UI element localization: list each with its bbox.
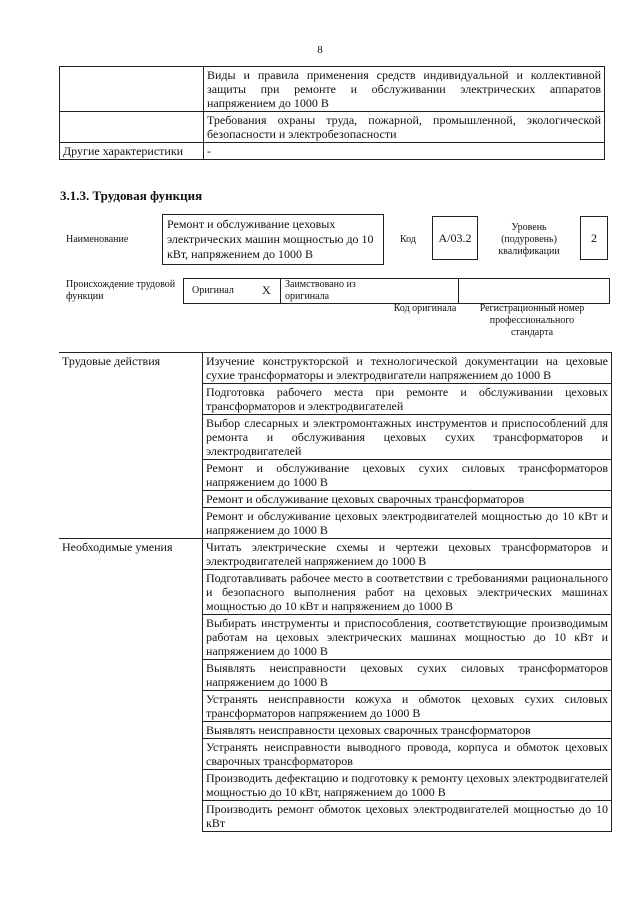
table-row bbox=[59, 539, 612, 570]
list-item: Ремонт и обслуживание цеховых электродвигателей мощностью до 10 кВт и напряжением до 1000 В bbox=[203, 508, 612, 539]
row-label bbox=[60, 67, 204, 112]
list-item: Изучение конструкторской и технологической документации на цеховые сухие трансформаторы и электродвигатели напряжением до 1000 В bbox=[203, 353, 612, 384]
list-item: Читать электрические схемы и чертежи цеховых трансформаторов и электродвигателей напряжением до 1000 В bbox=[203, 539, 612, 570]
list-item: Ремонт и обслуживание цеховых сварочных трансформаторов bbox=[203, 491, 612, 508]
list-item: Производить дефектацию и подготовку к ремонту цеховых электродвигателей мощностью до 10 кВт, напряжением до 1000 В bbox=[203, 770, 612, 801]
list-item: Подготовка рабочего места при ремонте и обслуживании цеховых трансформаторов и электродвигателей bbox=[203, 384, 612, 415]
list-item: Выбор слесарных и электромонтажных инструментов и приспособлений для ремонта и обслуживания цеховых сухих трансформаторов и электродвигателей bbox=[203, 415, 612, 460]
level-value: 2 bbox=[580, 216, 608, 260]
table-row bbox=[59, 353, 612, 384]
row-label bbox=[60, 112, 204, 143]
section-label: Трудовые действия bbox=[59, 353, 203, 539]
origin-box bbox=[183, 278, 610, 304]
divider bbox=[458, 279, 459, 303]
list-item: Выявлять неисправности цеховых сварочных трансформаторов bbox=[203, 722, 612, 739]
list-item: Устранять неисправности выводного провода, корпуса и обмоток цеховых сварочных трансформаторов bbox=[203, 739, 612, 770]
divider bbox=[280, 279, 281, 303]
list-item: Ремонт и обслуживание цеховых сухих силовых трансформаторов напряжением до 1000 В bbox=[203, 460, 612, 491]
row-text: Виды и правила применения средств индивидуальной и коллективной защиты при ремонте и обслуживании электрических аппаратов напряжением до 1000 В bbox=[204, 67, 605, 112]
function-details-table bbox=[59, 352, 612, 832]
list-item: Выявлять неисправности цеховых сухих силовых трансформаторов напряжением до 1000 В bbox=[203, 660, 612, 691]
page-number: 8 bbox=[317, 44, 323, 56]
section-label: Необходимые умения bbox=[59, 539, 203, 832]
table-row bbox=[60, 67, 605, 112]
reg-number-label: Регистрационный номер профессионального стандарта bbox=[479, 303, 585, 338]
name-label: Наименование bbox=[66, 234, 129, 245]
list-item: Подготавливать рабочее место в соответствии с требованиями рационального и безопасного выполнения работ на цеховых электрических машинах мощностью до 10 кВт и напряжением до 1000 В bbox=[203, 570, 612, 615]
list-item: Устранять неисправности кожуха и обмоток цеховых сухих силовых трансформаторов напряжением до 1000 В bbox=[203, 691, 612, 722]
list-item: Выбирать инструменты и приспособления, соответствующие производимым работам на цеховых электрических машинах мощностью до 10 кВт и напряжением до 1000 В bbox=[203, 615, 612, 660]
original-mark: X bbox=[262, 283, 271, 297]
section-heading: 3.1.3. Трудовая функция bbox=[60, 188, 203, 203]
origin-label: Происхождение трудовой функции bbox=[66, 279, 176, 302]
row-text: Требования охраны труда, пожарной, промышленной, экологической безопасности и электробезопасности bbox=[204, 112, 605, 143]
table-row bbox=[60, 143, 605, 160]
level-label: Уровень (подуровень) квалификации bbox=[498, 222, 560, 257]
function-name: Ремонт и обслуживание цеховых электрических машин мощностью до 10 кВт, напряжением до 1000 В bbox=[162, 214, 384, 265]
original-label: Оригинал bbox=[192, 285, 234, 296]
row-label: Другие характеристики bbox=[60, 143, 204, 160]
borrowed-label: Заимствовано из оригинала bbox=[285, 279, 356, 302]
list-item: Производить ремонт обмоток цеховых электродвигателей мощностью до 10 кВт bbox=[203, 801, 612, 832]
code-label: Код bbox=[400, 234, 416, 245]
row-text: - bbox=[204, 143, 605, 160]
table-row bbox=[60, 112, 605, 143]
code-original-label: Код оригинала bbox=[393, 303, 457, 314]
function-code: A/03.2 bbox=[432, 216, 478, 260]
top-requirements-table bbox=[59, 66, 605, 160]
